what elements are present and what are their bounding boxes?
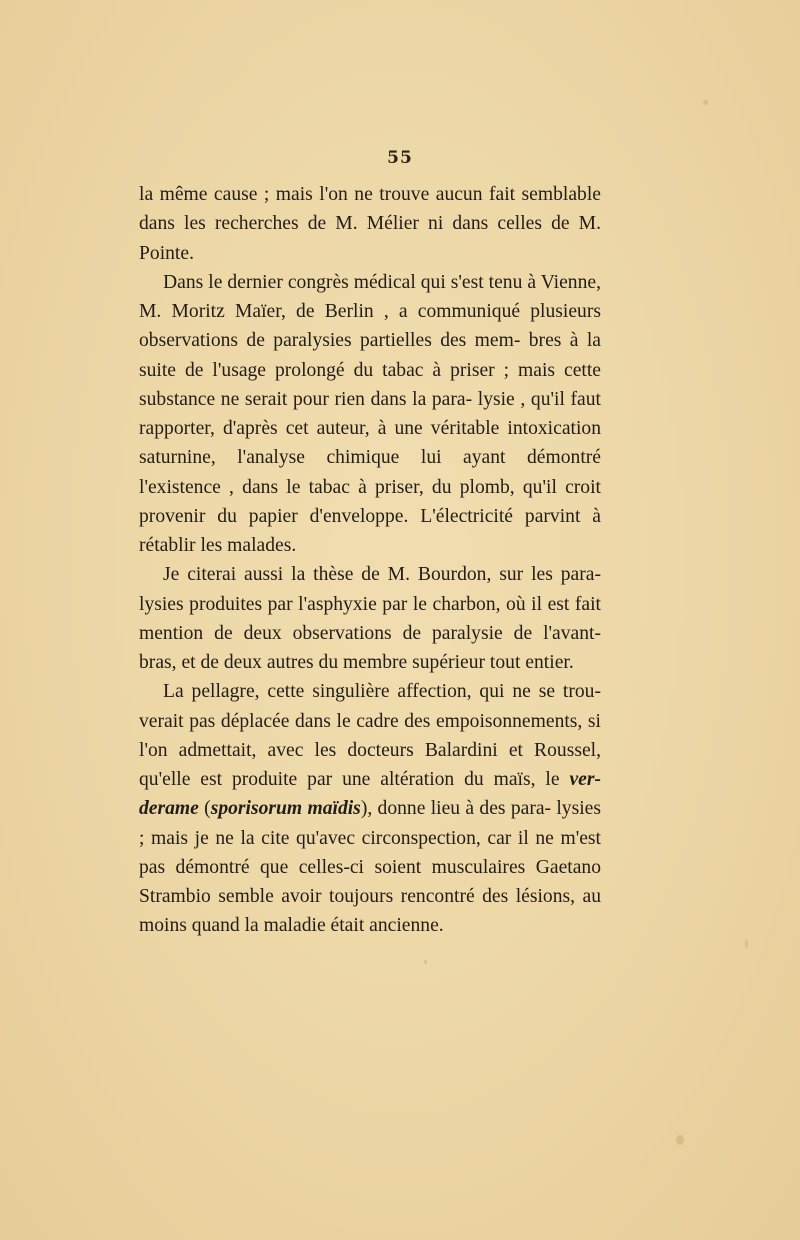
italic-term-sporisorum: sporisorum maïdis xyxy=(210,798,361,820)
paper-speck xyxy=(703,100,708,105)
paragraph-2-text: Dans le dernier congrès médical qui s'est tenu à Vienne, M. Moritz Maïer, de Berlin , a communiqué plusieurs observations de paralysies partielles des mem- bres à la suite de l'usage prolongé du tabac à priser ; mais cette substance ne serait pour rien dans la para- lysie , qu'il faut rapporter, d'après cet auteur, à une véritable intoxication saturnine, l'analyse chimique lui ayant démontré l'existence , dans le tabac à priser, du plomb, qu'il croit provenir du papier d'enveloppe. L'électricité parvint à rétablir les malades. xyxy=(139,271,601,556)
paragraph-3-text: Je citerai aussi la thèse de M. Bourdon, sur les para- lysies produites par l'asphyxie par le charbon, où il est fait mention de deux observations de paralysie de l'avant- bras, et de deux autres du membre supérieur tout entier. xyxy=(139,564,601,673)
paper-speck xyxy=(424,960,427,964)
paragraph-1 xyxy=(139,180,601,268)
paragraph-2 xyxy=(139,268,601,561)
italic-term-verderame: ver- derame xyxy=(139,769,601,820)
paragraph-4 xyxy=(139,677,601,940)
page-number: 55 xyxy=(387,148,413,168)
paragraph-4-text-end: ), donne lieu à des para- lysies ; mais je ne la cite qu'avec circonspection, car il ne m'est pas démontré que celles-ci soient musculaires Gaetano Strambio semble avoir toujours rencontré des lésions, au moins quand la maladie était ancienne. xyxy=(139,798,601,937)
paper-speck xyxy=(676,1135,684,1145)
paragraph-3 xyxy=(139,560,601,677)
paper-speck xyxy=(745,940,748,948)
paragraph-1-text: la même cause ; mais l'on ne trouve aucun fait semblable dans les recherches de M. Mélier ni dans celles de M. Pointe. xyxy=(139,184,601,264)
body-text xyxy=(139,180,601,941)
paragraph-4-paren-open: ( xyxy=(198,798,211,820)
paragraph-4-text: La pellagre, cette singulière affection, qui ne se trou- verait pas déplacée dans le cadre des empoisonnements, si l'on admettait, avec les docteurs Balardini et Roussel, qu'elle est produite par une altération du maïs, le xyxy=(139,681,601,790)
